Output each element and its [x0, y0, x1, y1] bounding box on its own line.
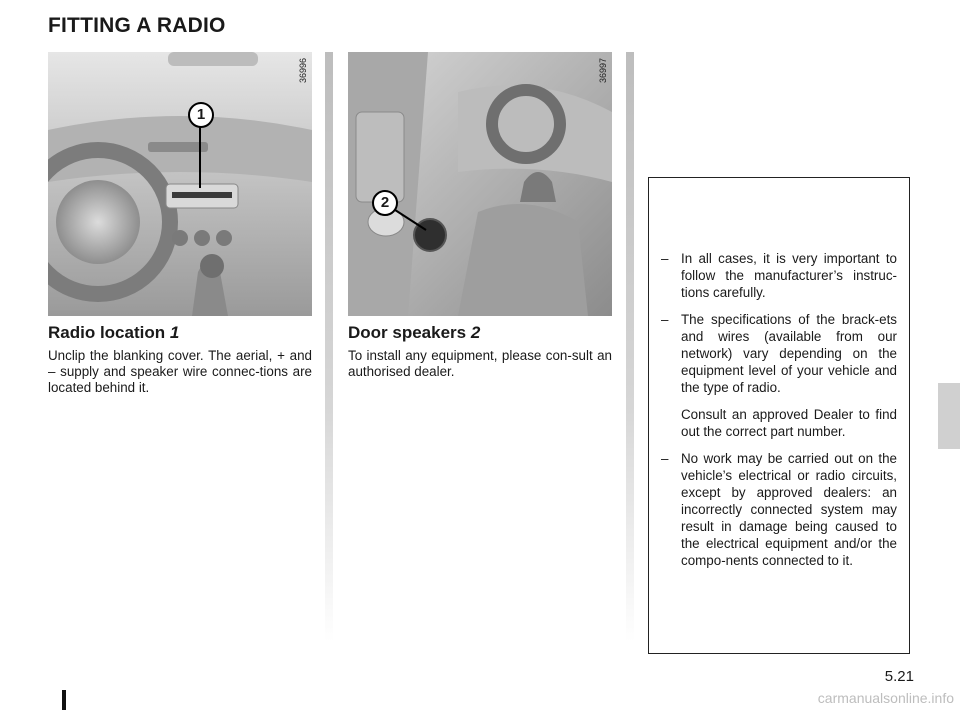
warning-note-box — [648, 177, 910, 654]
note-text: No work may be carried out on the vehicle’s electrical or radio circuits, except by approved dealers: an incorrectly connected system may result in damage being caused to the electrical equipment and/or the compo-nents connected to it. — [681, 451, 897, 568]
callout-1: 1 — [188, 102, 214, 128]
radio-location-number: 1 — [169, 323, 180, 342]
note-item — [661, 250, 897, 301]
chapter-tab — [938, 383, 960, 449]
note-item — [661, 450, 897, 569]
note-list — [661, 250, 897, 579]
crop-mark — [62, 690, 66, 710]
dashboard-photo — [48, 52, 312, 316]
dash-bullet: – — [661, 251, 669, 266]
column-divider-right — [626, 52, 634, 642]
door-speakers-heading — [348, 323, 480, 343]
column-divider-left — [325, 52, 333, 642]
note-item — [661, 311, 897, 440]
door-speaker-photo — [348, 52, 612, 316]
photo-reference-number: 36996 — [298, 58, 308, 84]
note-extra-text: Consult an approved Dealer to find out the correct part number. — [681, 407, 897, 439]
door-speakers-title: Door speakers — [348, 323, 467, 342]
radio-location-text: Unclip the blanking cover. The aerial, + and – supply and speaker wire connec-tions are located behind it. — [48, 348, 312, 395]
callout-2: 2 — [372, 190, 398, 216]
page-number: 5.21 — [884, 668, 914, 685]
note-text: The specifications of the brack-ets and wires (available from our network) vary depending on the equipment level of your vehicle and the type of radio. — [681, 312, 897, 395]
dash-bullet: – — [661, 312, 669, 327]
watermark: carmanualsonline.info — [817, 690, 954, 706]
radio-location-heading — [48, 323, 179, 343]
radio-location-title: Radio location — [48, 323, 166, 342]
note-text: In all cases, it is very important to follow the manufacturer’s instruc-tions carefully. — [681, 251, 897, 300]
dash-bullet: – — [661, 451, 669, 466]
door-speakers-text: To install any equipment, please con-sult an authorised dealer. — [348, 348, 612, 379]
door-speakers-number: 2 — [470, 323, 481, 342]
photo-reference-number: 36997 — [598, 58, 608, 84]
page-title: FITTING A RADIO — [48, 14, 226, 37]
